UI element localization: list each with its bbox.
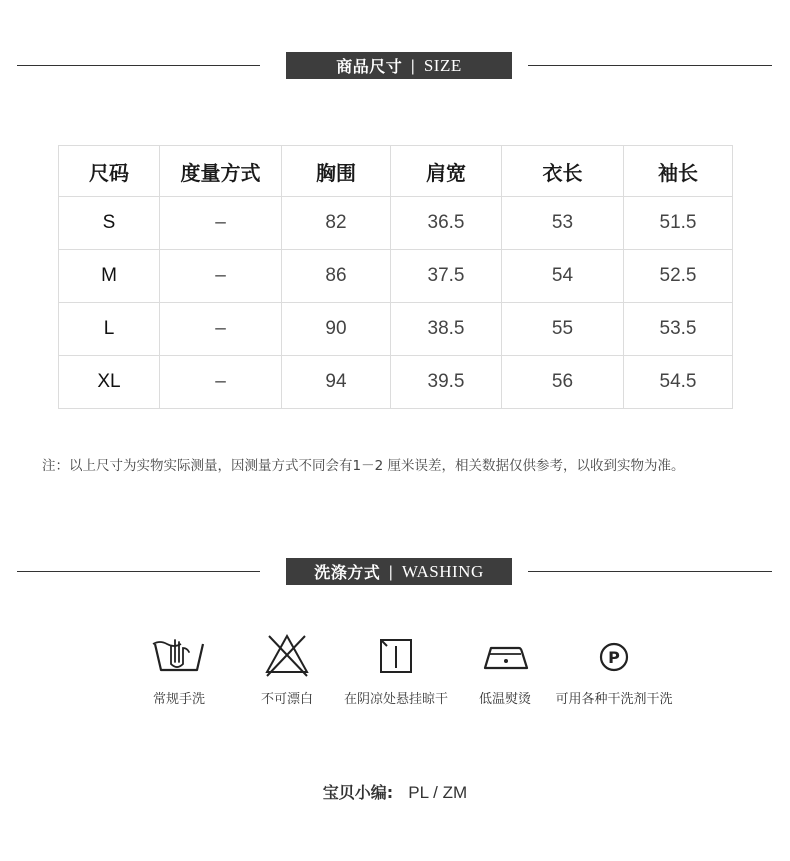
length-cell: 55 xyxy=(502,303,624,356)
header-chest: 胸围 xyxy=(282,146,391,197)
size-cell: XL xyxy=(59,356,160,409)
washing-title-cn: 洗涤方式 xyxy=(314,563,381,582)
size-title-en: SIZE xyxy=(423,55,462,75)
shoulder-cell: 38.5 xyxy=(391,303,502,356)
iron-low-icon xyxy=(475,630,535,680)
dry-clean-symbol: P xyxy=(608,648,620,667)
size-cell: L xyxy=(59,303,160,356)
chest-cell: 86 xyxy=(282,250,391,303)
chest-cell: 94 xyxy=(282,356,391,409)
title-separator: | xyxy=(388,562,394,581)
care-item-dry-clean xyxy=(544,630,684,707)
washing-title-en: WASHING xyxy=(401,561,484,581)
sleeve-cell: 52.5 xyxy=(624,250,733,303)
shoulder-cell: 37.5 xyxy=(391,250,502,303)
size-title-cn: 商品尺寸 xyxy=(336,57,403,76)
chest-cell: 82 xyxy=(282,197,391,250)
care-label: 可用各种干洗剂干洗 xyxy=(555,692,673,707)
table-row xyxy=(59,303,733,356)
editor-value: PL / ZM xyxy=(408,783,468,802)
measure-cell: – xyxy=(160,197,282,250)
shoulder-cell: 36.5 xyxy=(391,197,502,250)
sleeve-cell: 54.5 xyxy=(624,356,733,409)
title-separator: | xyxy=(410,56,416,75)
size-table xyxy=(58,145,733,409)
measure-cell: – xyxy=(160,303,282,356)
table-header-row xyxy=(59,146,733,197)
measure-cell: – xyxy=(160,356,282,409)
washing-section-header xyxy=(0,558,790,586)
table-row xyxy=(59,197,733,250)
header-shoulder: 肩宽 xyxy=(391,146,502,197)
line-dry-shade-icon xyxy=(366,630,426,680)
care-label: 低温熨烫 xyxy=(478,692,531,707)
sleeve-cell: 51.5 xyxy=(624,197,733,250)
no-bleach-icon xyxy=(257,630,317,680)
header-measure-method: 度量方式 xyxy=(160,146,282,197)
care-label: 常规手洗 xyxy=(152,692,205,707)
header-sleeve: 袖长 xyxy=(624,146,733,197)
length-cell: 54 xyxy=(502,250,624,303)
hand-wash-icon xyxy=(149,630,209,680)
size-cell: M xyxy=(59,250,160,303)
size-section-badge xyxy=(286,52,512,79)
divider-line xyxy=(528,571,772,572)
size-section-header xyxy=(0,52,790,80)
editor-credit xyxy=(0,780,790,803)
chest-cell: 90 xyxy=(282,303,391,356)
washing-section-badge xyxy=(286,558,512,585)
header-size: 尺码 xyxy=(59,146,160,197)
divider-line xyxy=(17,65,260,66)
sleeve-cell: 53.5 xyxy=(624,303,733,356)
size-cell: S xyxy=(59,197,160,250)
care-label: 在阴凉处悬挂晾干 xyxy=(343,692,448,707)
care-instructions xyxy=(0,630,790,720)
header-length: 衣长 xyxy=(502,146,624,197)
table-row xyxy=(59,356,733,409)
table-row xyxy=(59,250,733,303)
measurement-note: 注：以上尺寸为实物实际测量，因测量方式不同会有1－2 厘米误差，相关数据仅供参考，以收到实物为准。 xyxy=(42,458,685,474)
editor-label: 宝贝小编: xyxy=(322,783,394,802)
divider-line xyxy=(17,571,260,572)
divider-line xyxy=(528,65,772,66)
shoulder-cell: 39.5 xyxy=(391,356,502,409)
length-cell: 53 xyxy=(502,197,624,250)
care-label: 不可漂白 xyxy=(260,692,313,707)
dry-clean-p-icon xyxy=(584,630,644,680)
measure-cell: – xyxy=(160,250,282,303)
length-cell: 56 xyxy=(502,356,624,409)
